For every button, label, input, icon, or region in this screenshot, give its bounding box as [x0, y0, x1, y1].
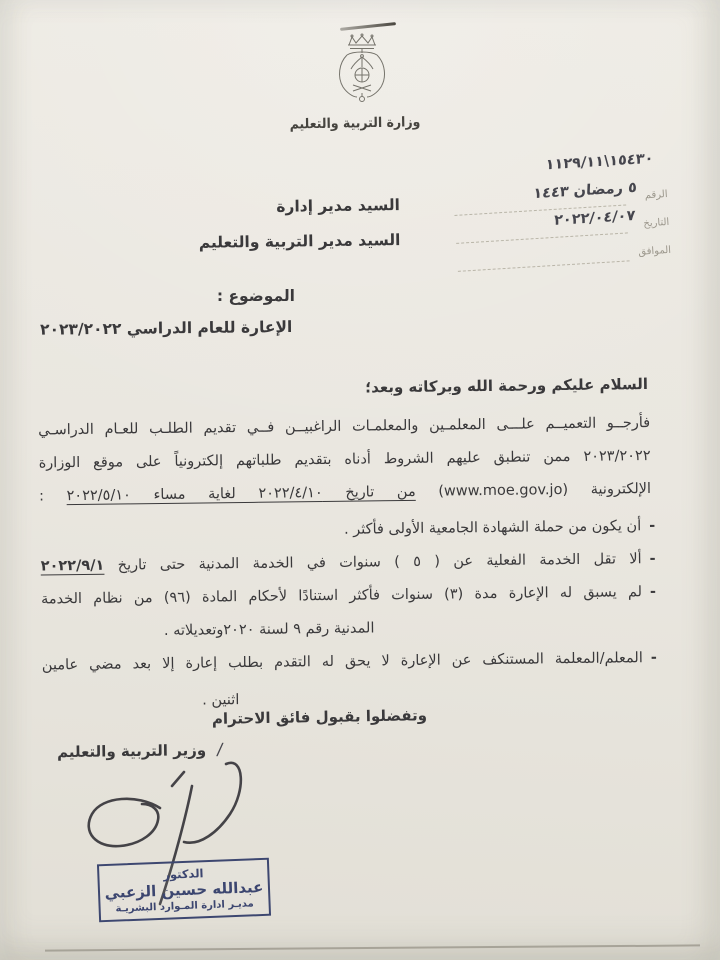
subject-value: الإعارة للعام الدراسي ٢٠٢٣/٢٠٢٢: [39, 318, 293, 339]
recipient-line-1: السيد مدير إدارة: [276, 195, 401, 216]
corresponding-label: الموافق: [638, 244, 672, 258]
bullet-dash: -: [650, 649, 657, 667]
reference-number-value: ١٥٤٣٠\١١٢٩/١١: [545, 150, 654, 174]
reference-block: [447, 152, 671, 277]
condition-4-continuation: اثنين .: [202, 692, 240, 709]
ministry-name-calligraphy: وزارة التربية والتعليم: [289, 113, 421, 132]
condition-item-1: [40, 514, 655, 546]
name-stamp: [97, 858, 271, 923]
stamp-name: عبدالله حسين الزعبي: [104, 877, 264, 902]
footer-rule: [45, 944, 700, 951]
application-period-underlined: من تاريخ ٢٠٢٢/٤/١٠ لغاية مساء ٢٠٢٢/٥/١٠: [66, 483, 416, 505]
condition-3-text: لم يسبق له الإعارة مدة (٣) سنوات فأكثر استنادًا لأحكام المادة (٩٦) من نظام الخدمة: [40, 584, 643, 608]
bullet-dash: -: [649, 550, 656, 568]
signatory-title: وزير التربية والتعليم: [56, 741, 207, 762]
deadline-date-underlined: ٢٠٢٢/٩/١: [40, 557, 105, 575]
gregorian-date-value: ٢٠٢٢/٠٤/٠٧: [553, 207, 636, 229]
paragraph-line-3: [39, 473, 651, 513]
stamp-title: مديـر ادارة المـوارد البشريـة: [115, 897, 254, 915]
number-label: الرقم: [644, 188, 668, 202]
paragraph-line-3-start: الإلكترونية (www.moe.gov.jo): [415, 480, 652, 500]
stamp-honorific: الدكتور: [163, 865, 204, 882]
recipient-line-2: السيد مدير التربية والتعليم: [198, 230, 401, 252]
dotted-line: [458, 260, 630, 271]
recipient-block: [198, 188, 401, 261]
body-paragraph: [38, 407, 651, 513]
condition-2-text: [41, 547, 642, 578]
bullet-dash: -: [649, 583, 657, 601]
date-label: التاريخ: [643, 216, 670, 230]
condition-item-2: [41, 547, 656, 579]
condition-item-4: [42, 646, 657, 678]
paragraph-line-1: فأرجــو التعميــم علـــى المعلمـين والمعلمـات الراغبيــن فــي تقديم الطلـب للعـام الدراسـي: [38, 414, 651, 439]
jordan-coat-of-arms-icon: [333, 33, 391, 107]
salutation: السلام عليكم ورحمة الله وبركاته وبعد؛: [365, 375, 649, 397]
condition-item-3: [41, 580, 656, 612]
pen-stroke-mark: [340, 22, 396, 31]
closing-compliment: وتفضلوا بقبول فائق الاحترام: [211, 706, 428, 728]
paragraph-line-2: ٢٠٢٣/٢٠٢٢ ممن تنطبق عليهم الشروط أدناه بتقديم طلباتهم إلكترونياً على موقع الوزارة: [38, 447, 651, 472]
condition-1-text: أن يكون من حملة الشهادة الجامعية الأولى فأكثر .: [343, 518, 642, 538]
subject-label: الموضوع :: [216, 287, 295, 305]
paragraph-line-3-end: :: [38, 488, 67, 505]
condition-2-prefix: ألا تقل الخدمة الفعلية عن ( ٥ ) سنوات في الخدمة المدنية حتى تاريخ: [104, 551, 642, 574]
condition-3-continuation: المدنية رقم ٩ لسنة ٢٠٢٠وتعديلاته .: [163, 620, 375, 640]
condition-4-text: المعلم/المعلمة المستنكف عن الإعارة لا يحق له التقدم بطلب إعارة إلا بعد مضي عامين: [41, 650, 643, 674]
bullet-dash: -: [649, 517, 656, 535]
handwritten-tick-mark: /: [216, 739, 225, 761]
hijri-date-value: ٥ رمضان ١٤٤٣: [533, 179, 638, 203]
